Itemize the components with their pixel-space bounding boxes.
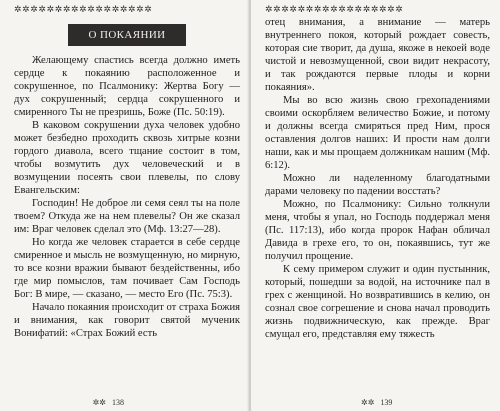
page-number-left: 138	[112, 398, 124, 407]
right-paragraph-3: Можно ли наделенному благодатными дарами человеку по падении восстать?	[265, 173, 490, 197]
right-paragraph-4: Можно, по Псалмонику: Сильно толкнули меня, чтобы я упал, но Господь поддержал меня (Пс. 117:13), ибо когда пророк Нафан обличал Давида в грехе его, то он, покаявшись, тут же получил прощение.	[265, 199, 490, 262]
right-page	[251, 0, 500, 411]
left-footer	[0, 398, 250, 408]
right-footer	[251, 398, 500, 408]
footer-ornament-right: ✲✲	[361, 398, 375, 407]
right-paragraph-2: Мы во всю жизнь свою грехопадениями своими оскорбляем величество Божие, и потому и должны всегда смиряться пред Ним, прося оставления долгов наших: И прости нам долги наши, как и мы прощаем должникам нашим (Мф. 6:12).	[265, 95, 490, 171]
right-body-text	[265, 16, 490, 374]
footer-ornament-left: ✲✲	[92, 398, 106, 407]
left-paragraph-1: Желающему спастись всегда должно иметь сердце к покаянию расположенное и сокрушенное, по Псалмонику: Жертва Богу — дух сокрушенный; сердца сокрушенного и смиренного Ты не презришь, Боже (Пс. 50:19).	[14, 55, 240, 118]
chapter-title-box	[14, 24, 240, 46]
top-ornament-left: ✲✲✲✲✲✲✲✲✲✲✲✲✲✲✲✲✲	[14, 4, 153, 14]
top-ornament-right: ✲✲✲✲✲✲✲✲✲✲✲✲✲✲✲✲✲	[265, 4, 404, 14]
left-paragraph-3: Господин! Не доброе ли семя сеял ты на поле твоем? Откуда же на нем плевелы? Он же сказал им: Враг человек сделал это (Мф. 13:27—28).	[14, 198, 240, 235]
left-paragraph-2: В каковом сокрушении духа человек удобно может безбедно проходить сквозь хитрые козни гордого диавола, всего тщание состоит в том, чтобы возмутить дух человеческий и в возмущении посеять свои плевелы, по слову Евангельским:	[14, 120, 240, 196]
right-paragraph-1: отец внимания, а внимание — матерь внутреннего покоя, который рождает совесть, которая сие творит, да душа, якоже в некоей воде чистой и невозмущенной, свои видит некрасоту, и так рождаются первые плоды и корни покаяния».	[265, 17, 490, 93]
left-body-text	[14, 54, 240, 382]
left-paragraph-5: Начало покаяния происходит от страха Божия и внимания, как говорит святой мученик Вонифатий: «Страх Божий есть	[14, 302, 240, 339]
page-number-right: 139	[380, 398, 393, 407]
left-paragraph-4: Но когда же человек старается в себе сердце смиренное и мысль не возмущенную, но мирную, то все козни вражии бывают бездейственны, ибо где мир помыслов, там почивает Сам Господь Бог: В мире, — сказано, — место Его (Пс. 75:3).	[14, 237, 240, 300]
chapter-title: О ПОКАЯНИИ	[68, 24, 186, 46]
right-paragraph-5: К сему примером служит и один пустынник, который, пошедши за водой, на источнике пал в грех с женщиной. Но возвратившись в келию, он сознал свое согрешение и снова начал проводить жизнь подвижническую, как прежде. Враг смущал его, представляя ему тяжесть	[265, 264, 490, 340]
